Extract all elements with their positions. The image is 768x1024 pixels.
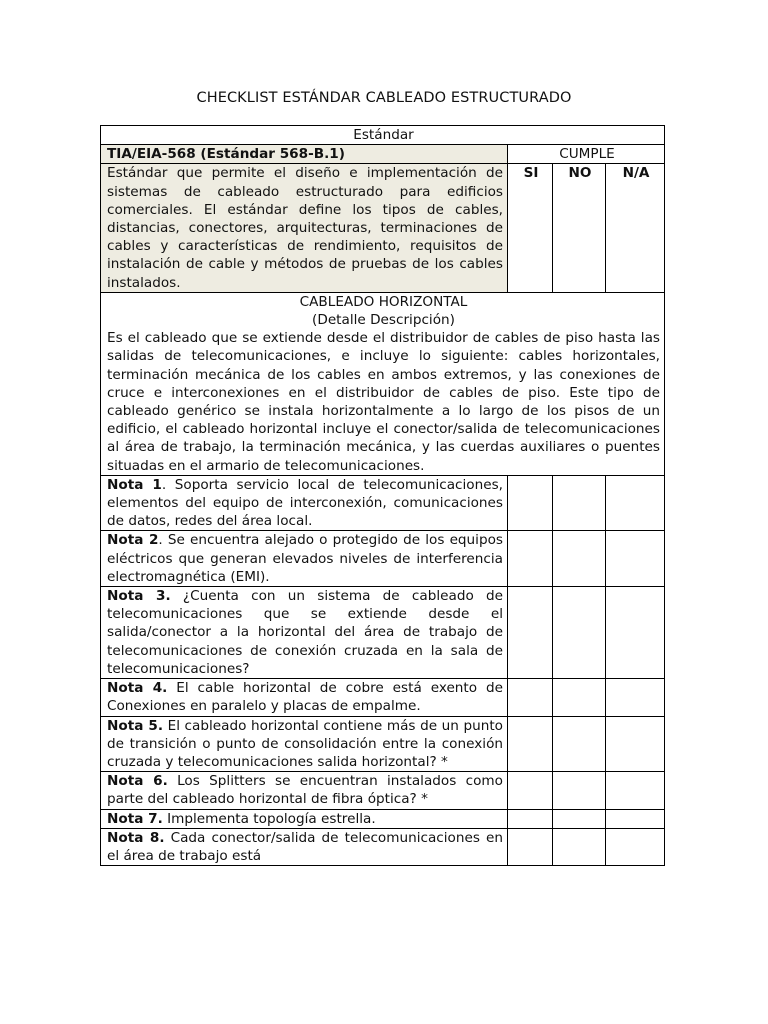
nota-3-no-checkbox[interactable] — [553, 587, 606, 679]
nota-text: Cada conector/salida de telecomunicaciones en el área de trabajo está — [107, 829, 503, 864]
nota-2-no-checkbox[interactable] — [553, 531, 606, 587]
nota-label: Nota 5. — [107, 717, 164, 734]
nota-4 — [101, 679, 508, 716]
nota-6-no-checkbox[interactable] — [553, 772, 606, 809]
standard-description: Estándar que permite el diseño e implementación de sistemas de cableado estructurado para edificios comerciales. El estándar define los tipos de cables, distancias, conectores, arquitecturas, terminaciones de cables y características de rendimiento, requisitos de instalación de cable y métodos de pruebas de los cables instalados. — [101, 164, 508, 292]
nota-8 — [101, 828, 508, 865]
nota-4-na-checkbox[interactable] — [606, 679, 665, 716]
nota-6-si-checkbox[interactable] — [508, 772, 553, 809]
nota-7-na-checkbox[interactable] — [606, 809, 665, 828]
nota-text: . Soporta servicio local de telecomunicaciones, elementos del equipo de interconexión, comunicaciones de datos, redes del área local. — [107, 476, 503, 530]
standard-description-row — [101, 164, 665, 292]
nota-7 — [101, 809, 508, 828]
cumple-header: CUMPLE — [508, 145, 665, 164]
nota-7-si-checkbox[interactable] — [508, 809, 553, 828]
cumple-no-header: NO — [553, 164, 606, 292]
table-row — [101, 587, 665, 679]
table-header-row — [101, 126, 665, 145]
nota-text: ¿Cuenta con un sistema de cableado de telecomunicaciones que se extiende desde el salida/conector a la horizontal del área de trabajo de telecomunicaciones de conexión cruzada en la sala de telecomunicaciones? — [107, 588, 503, 677]
nota-2-na-checkbox[interactable] — [606, 531, 665, 587]
nota-8-si-checkbox[interactable] — [508, 828, 553, 865]
section-description: Es el cableado que se extiende desde el distribuidor de cables de piso hasta las salidas de telecomunicaciones, e incluye lo siguiente: cables horizontales, terminación mecánica de los cables en ambos extremos, y las conexiones de cruce e interconexiones en el distribuidor de cables de piso. Este tipo de cableado genérico se instala horizontalmente a lo largo de los pisos de un edificio, el cableado horizontal incluye el conector/salida de telecomunicaciones al área de trabajo, la terminación mecánica, y las cuerdas auxiliares o puentes situadas en el armario de telecomunicaciones. — [107, 330, 660, 474]
checklist-table — [100, 125, 665, 866]
document-title: CHECKLIST ESTÁNDAR CABLEADO ESTRUCTURADO — [196, 90, 572, 106]
nota-4-no-checkbox[interactable] — [553, 679, 606, 716]
nota-1-na-checkbox[interactable] — [606, 475, 665, 531]
nota-text: Los Splitters se encuentran instalados como parte del cableado horizontal de fibra óptica? * — [107, 773, 503, 808]
section-cell — [101, 292, 665, 475]
nota-2 — [101, 531, 508, 587]
cumple-si-header: SI — [508, 164, 553, 292]
table-row — [101, 475, 665, 531]
table-row — [101, 716, 665, 772]
nota-text: El cableado horizontal contiene más de un punto de transición o punto de consolidación entre la conexión cruzada y telecomunicaciones salida horizontal? * — [107, 717, 503, 770]
nota-text: . Se encuentra alejado o protegido de los equipos eléctricos que generan elevados niveles de interferencia electromagnética (EMI). — [107, 532, 503, 585]
table-row — [101, 531, 665, 587]
nota-label: Nota 3. — [107, 588, 171, 605]
nota-8-na-checkbox[interactable] — [606, 828, 665, 865]
nota-label: Nota 1 — [107, 476, 162, 493]
nota-label: Nota 6. — [107, 773, 168, 790]
nota-label: Nota 8. — [107, 829, 165, 846]
standard-name: TIA/EIA-568 (Estándar 568-B.1) — [101, 145, 508, 164]
nota-7-no-checkbox[interactable] — [553, 809, 606, 828]
nota-5-no-checkbox[interactable] — [553, 716, 606, 772]
section-title: CABLEADO HORIZONTAL — [299, 293, 468, 310]
nota-5-si-checkbox[interactable] — [508, 716, 553, 772]
nota-1-no-checkbox[interactable] — [553, 475, 606, 531]
nota-5-na-checkbox[interactable] — [606, 716, 665, 772]
nota-label: Nota 2 — [107, 532, 159, 549]
nota-3-si-checkbox[interactable] — [508, 587, 553, 679]
cumple-na-header: N/A — [606, 164, 665, 292]
standard-name-row — [101, 145, 665, 164]
table-row — [101, 809, 665, 828]
nota-label: Nota 4. — [107, 680, 168, 697]
section-row — [101, 292, 665, 475]
table-row — [101, 772, 665, 809]
nota-3-na-checkbox[interactable] — [606, 587, 665, 679]
nota-1-si-checkbox[interactable] — [508, 475, 553, 531]
table-row — [101, 828, 665, 865]
table-row — [101, 679, 665, 716]
nota-5 — [101, 716, 508, 772]
nota-6-na-checkbox[interactable] — [606, 772, 665, 809]
nota-6 — [101, 772, 508, 809]
nota-2-si-checkbox[interactable] — [508, 531, 553, 587]
nota-label: Nota 7. — [107, 810, 163, 827]
section-subtitle: (Detalle Descripción) — [312, 312, 455, 329]
table-header: Estándar — [101, 126, 665, 145]
nota-4-si-checkbox[interactable] — [508, 679, 553, 716]
nota-3 — [101, 587, 508, 679]
nota-8-no-checkbox[interactable] — [553, 828, 606, 865]
nota-text: El cable horizontal de cobre está exento de Conexiones en paralelo y placas de empalme. — [107, 680, 503, 715]
nota-text: Implementa topología estrella. — [162, 810, 376, 827]
nota-1 — [101, 475, 508, 531]
